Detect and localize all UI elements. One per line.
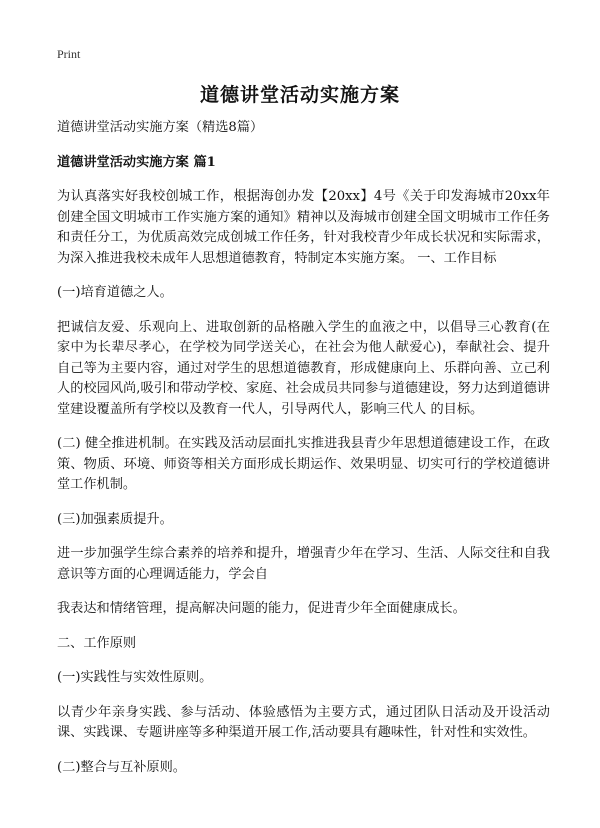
paragraph-goal-3-body: 进一步加强学生综合素养的培养和提升，增强青少年在学习、生活、人际交往和自我意识等方面的心理调适能力，学会自 bbox=[57, 546, 550, 582]
paragraph-goal-1-body: 把诚信友爱、乐观向上、进取创新的品格融入学生的血液之中，以倡导三心教育(在家中为长辈尽孝心，在学校为同学送关心，在社会为他人献爱心)，奉献社会、提升自己等为主要内容，通过对学生的思想道德教育，形成健康向上、乐群向善、立己利人的校园风尚,吸引和带动学校、家庭、社会成员共同参与道德建设，努力达到道德讲堂建设覆盖所有学校以及教育一代人，引导两代人，影响三代人 的目标。 bbox=[57, 319, 550, 417]
document-body bbox=[57, 118, 550, 792]
paragraph-principle-1: (一)实践性与实效性原则。 bbox=[57, 670, 213, 685]
section-heading: 道德讲堂活动实施方案 篇1 bbox=[57, 154, 216, 170]
document-subtitle: 道德讲堂活动实施方案（精选8篇） bbox=[57, 120, 264, 135]
print-label[interactable]: Print bbox=[57, 47, 81, 61]
paragraph-intro: 为认真落实好我校创城工作，根据海创办发【20xx】4号《关于印发海城市20xx年创建全国文明城市工作实施方案的通知》精神以及海城市创建全国文明城市工作任务和责任分工，为优质高效完成创城工作任务，针对我校青少年成长状况和实际需求，为深入推进我校未成年人思想道德教育，特制定本实施方案。 一、工作目标 bbox=[57, 189, 550, 266]
document-title: 道德讲堂活动实施方案 bbox=[199, 84, 400, 106]
paragraph-principle-1-body: 以青少年亲身实践、参与活动、体验感悟为主要方式，通过团队日活动及开设活动课、实践课、专题讲座等多种渠道开展工作,活动要具有趣味性，针对性和实效性。 bbox=[57, 704, 550, 740]
paragraph-goal-3: (三)加强素质提升。 bbox=[57, 511, 173, 527]
paragraph-goal-1: (一)培育道德之人。 bbox=[57, 285, 173, 300]
paragraph-principles-heading: 二、工作原则 bbox=[57, 635, 137, 651]
paragraph-principle-2: (二)整合与互补原则。 bbox=[57, 759, 186, 775]
paragraph-goal-2: (二) 健全推进机制。在实践及活动层面扎实推进我县青少年思想道德建设工作，在政策、物质、环境、师资等相关方面形成长期运作、效果明显、切实可行的学校道德讲堂工作机制。 bbox=[57, 436, 550, 492]
paragraph-goal-3-cont: 我表达和情绪管理，提高解决问题的能力，促进青少年全面健康成长。 bbox=[57, 601, 466, 616]
